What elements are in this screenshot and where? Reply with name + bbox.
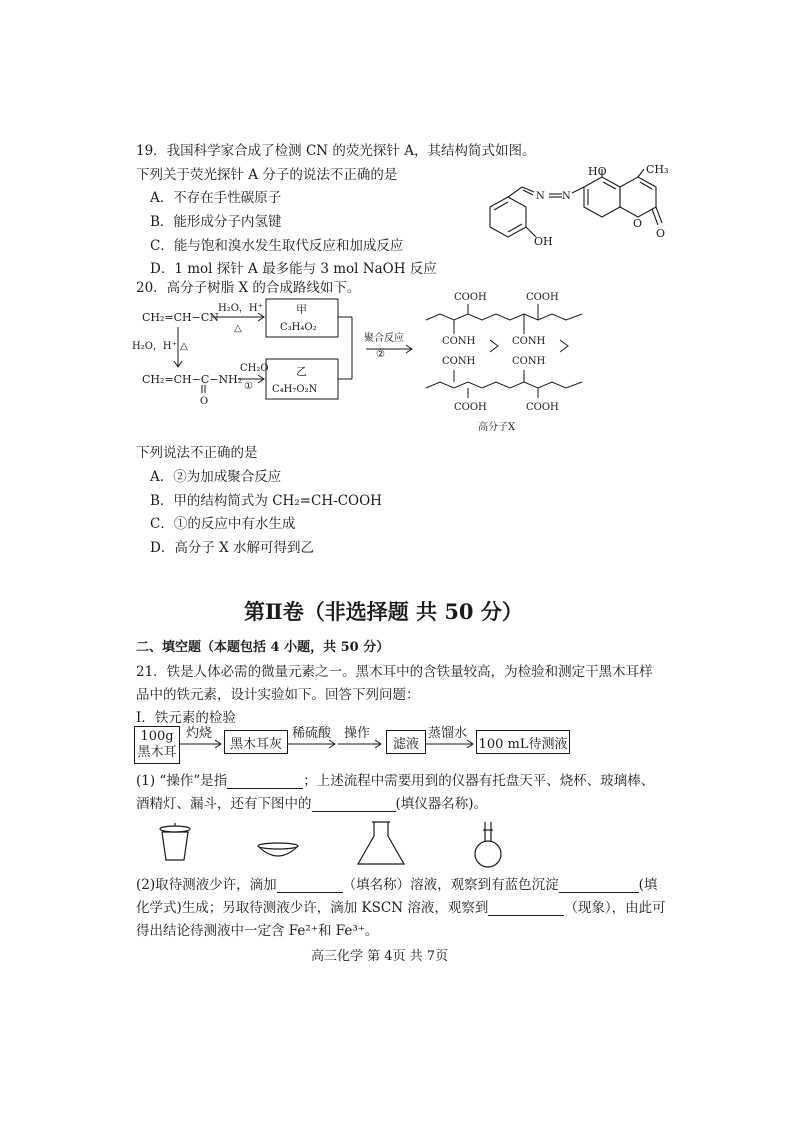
carbonyl-o-label: O — [656, 227, 666, 240]
condition-2: H₂O，H⁺ △ — [132, 341, 188, 352]
cooh-bottom-1: COOH — [454, 402, 487, 413]
q19-question: 下列关于荧光探针 A 分子的说法不正确的是 — [136, 167, 398, 183]
condition-3-bottom: ① — [244, 381, 253, 392]
flow-arrow-1 — [180, 739, 224, 749]
ring-o-label: O — [633, 217, 643, 230]
q21-part2-line2-suffix: （现象），由此可 — [564, 900, 666, 916]
amide-oxygen: O — [200, 396, 209, 407]
q20-option-c: C．①的反应中有水生成 — [150, 516, 296, 532]
box-yi-name: 乙 — [296, 365, 307, 378]
apparatus-figure — [150, 820, 550, 870]
flow-box-sample-line2: 黑木耳 — [137, 745, 177, 760]
condition-3-top: CH₂O — [240, 363, 269, 374]
q21-part2-end: (填 — [638, 877, 658, 893]
q20-option-d: D．高分子 X 水解可得到乙 — [150, 540, 315, 556]
start-compound: CH₂=CH−CN — [142, 311, 219, 324]
n1-label: N — [536, 191, 545, 202]
q21-part2-line3: 得出结论待测液中一定含 Fe²⁺和 Fe³⁺。 — [136, 923, 379, 939]
amide-compound: CH₂=CH−C−NH₂ — [142, 373, 243, 386]
section-heading: 二、填空题（本题包括 4 小题，共 50 分） — [136, 640, 390, 655]
q21-part2-mid: （填名称）溶液，观察到有蓝色沉淀 — [342, 877, 559, 893]
cooh-top-1: COOH — [454, 292, 487, 303]
conh-4: CONH — [512, 356, 546, 367]
q20-stem: 20．高分子树脂 X 的合成路线如下。 — [136, 280, 361, 296]
flow-step-water: 蒸馏水 — [428, 726, 468, 741]
q21-part2-line1 — [136, 873, 657, 893]
volumetric-flask-icon — [475, 822, 501, 867]
q21-part1-line2-suffix: (填仪器名称)。 — [395, 796, 488, 812]
polymer-x-structure — [420, 288, 590, 433]
q20-option-a: A．②为加成聚合反应 — [150, 469, 282, 485]
polymer-label: 高分子X — [478, 422, 516, 433]
condition-1-top: H₂O，H⁺ — [218, 303, 263, 314]
q21-part2-line2-prefix: 化学式)生成；另取待测液少许，滴加 KSCN 溶液，观察到 — [136, 900, 489, 916]
part2-title: 第Ⅱ卷（非选择题 共 50 分） — [244, 599, 523, 624]
oh-label: OH — [534, 235, 553, 248]
q19-option-a: A．不存在手性碳原子 — [150, 190, 282, 206]
q19-option-b: B．能形成分子内氢键 — [150, 214, 282, 230]
flow-box-sample-line1: 100g — [140, 729, 174, 744]
q19-option-c: C．能与饱和溴水发生取代反应和加成反应 — [150, 238, 404, 254]
conical-flask-icon — [358, 822, 404, 864]
evaporating-dish-icon — [258, 843, 298, 856]
q19-stem: 19．我国科学家合成了检测 CN 的荧光探针 A，其结构简式如图。 — [136, 143, 536, 159]
page-footer: 高三化学 第 4页 共 7页 — [311, 949, 449, 964]
blank-reagent[interactable] — [277, 878, 343, 893]
q21-part1-suffix: ；上述流程中需要用到的仪器有托盘天平、烧杯、玻璃棒、 — [303, 773, 655, 789]
crucible-icon — [160, 823, 190, 860]
blank-precipitate-formula[interactable] — [559, 878, 639, 893]
flow-box-ash: 黑木耳灰 — [224, 730, 288, 754]
conh-2: CONH — [512, 336, 546, 347]
condition-1-bottom: △ — [234, 323, 242, 334]
q20-option-b: B．甲的结构简式为 CH₂=CH-COOH — [150, 493, 382, 509]
q19-option-d: D．1 mol 探针 A 最多能与 3 mol NaOH 反应 — [150, 261, 437, 277]
condition-4-top: 聚合反应 — [364, 333, 404, 344]
flow-step-ignite: 灼烧 — [186, 726, 213, 741]
cooh-top-2: COOH — [526, 292, 559, 303]
box-yi-formula: C₄H₇O₂N — [272, 384, 318, 395]
q21-part1-line1 — [136, 769, 654, 789]
q21-part1-line2 — [136, 792, 487, 812]
synthesis-scheme — [130, 293, 420, 413]
q21-part2-line2 — [136, 896, 666, 916]
blank-instrument[interactable] — [312, 797, 396, 812]
flow-step-acid: 稀硫酸 — [292, 726, 332, 741]
blank-operation[interactable] — [227, 774, 303, 789]
flow-step-operation: 操作 — [344, 726, 371, 741]
ho-label: HO — [588, 165, 607, 178]
flow-arrow-3 — [338, 739, 384, 749]
q21-intro-line1: 21．铁是人体必需的微量元素之一。黑木耳中的含铁量较高，为检验和测定干黑木耳样 — [136, 664, 653, 680]
flow-box-test-solution: 100 mL待测液 — [476, 730, 570, 754]
box-jia-name: 甲 — [296, 303, 307, 316]
probe-a-structure — [470, 165, 690, 270]
flow-box-sample — [134, 726, 180, 764]
conh-3: CONH — [442, 356, 476, 367]
conh-1: CONH — [442, 336, 476, 347]
flow-arrow-2 — [288, 739, 338, 749]
q20-question: 下列说法不正确的是 — [136, 445, 258, 461]
blank-phenomenon[interactable] — [488, 901, 564, 916]
ch3-label: CH₃ — [646, 165, 669, 176]
q21-part1-prefix: (1) “操作”是指 — [136, 773, 228, 789]
q21-intro-line2: 品中的铁元素，设计实验如下。回答下列问题： — [136, 687, 420, 703]
q21-subheading: I．铁元素的检验 — [136, 710, 236, 726]
flow-box-filtrate: 滤液 — [386, 730, 426, 754]
flow-arrow-4 — [426, 739, 476, 749]
q21-part2-prefix: (2)取待测液少许，滴加 — [136, 877, 277, 893]
q21-part1-line2-prefix: 酒精灯、漏斗，还有下图中的 — [136, 796, 312, 812]
cooh-bottom-2: COOH — [526, 402, 559, 413]
n2-label: N — [562, 191, 571, 202]
box-jia-formula: C₃H₄O₂ — [280, 322, 317, 333]
condition-4-bottom: ② — [376, 349, 385, 360]
